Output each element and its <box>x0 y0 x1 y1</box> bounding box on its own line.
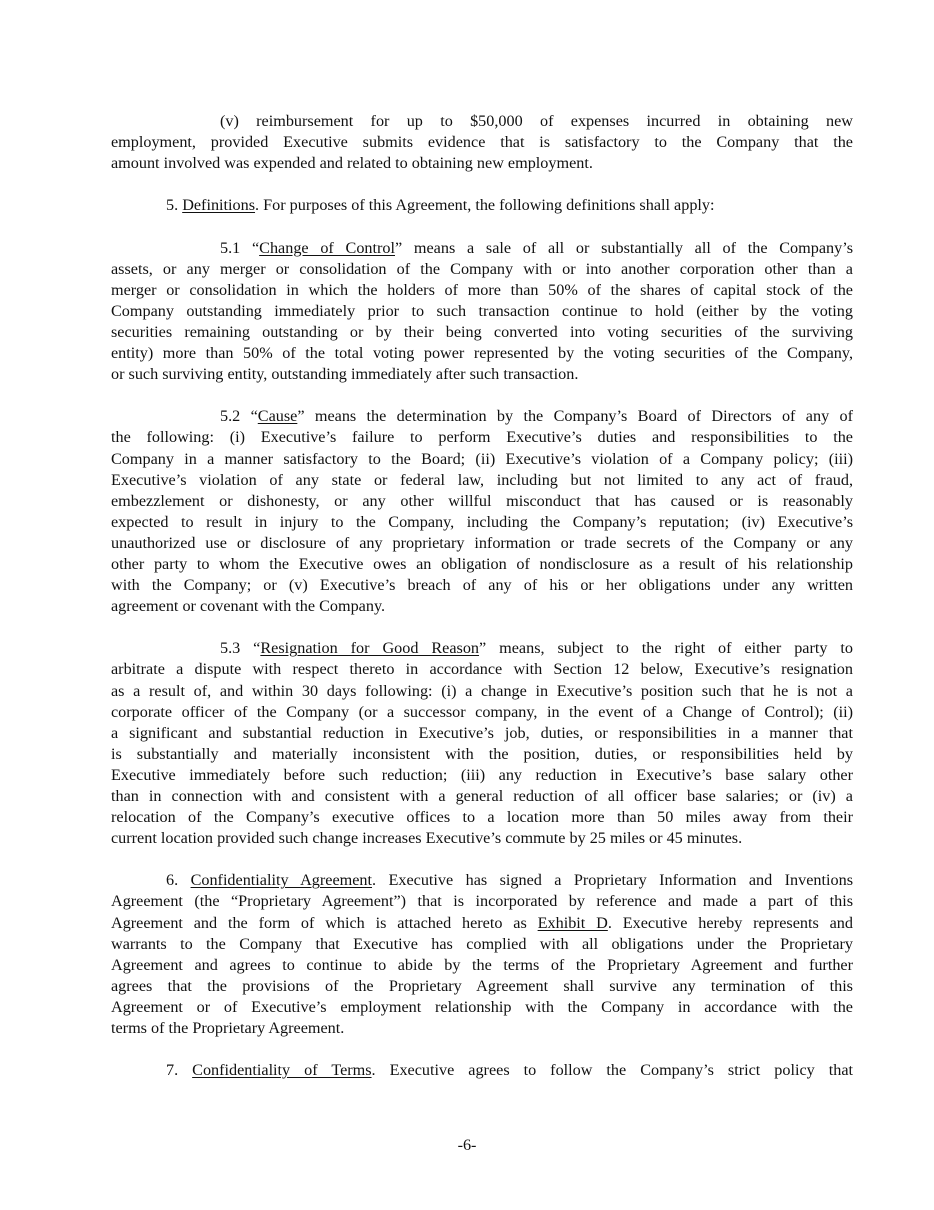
text-line <box>111 111 853 132</box>
text-segment: embezzlement or dishonesty, or any other willful misconduct that has caused or is reasonably <box>111 491 853 510</box>
text-line <box>111 195 853 216</box>
text-line <box>111 259 853 280</box>
text-segment: merger or consolidation in which the holders of more than 50% of the shares of capital stock of the <box>111 280 853 299</box>
text-segment: a significant and substantial reduction in Executive’s job, duties, or responsibilities in a manner that <box>111 723 853 742</box>
text-segment: securities remaining outstanding or by their being converted into voting securities of the surviving <box>111 322 853 341</box>
text-segment: 5.1 “ <box>220 238 260 257</box>
text-line <box>111 491 853 512</box>
underlined-term: Change of Control <box>259 238 395 257</box>
text-line <box>111 322 853 343</box>
text-segment: relocation of the Company’s executive offices to a location more than 50 miles away from their <box>111 808 853 827</box>
text-segment: expected to result in injury to the Company, including the Company’s reputation; (iv) Executive’s <box>111 512 853 531</box>
text-line <box>111 891 853 912</box>
text-segment: 7. <box>166 1061 193 1080</box>
text-line <box>111 934 853 955</box>
text-line <box>111 575 853 596</box>
text-segment: agrees that the provisions of the Proprietary Agreement shall survive any termination of this <box>111 976 853 995</box>
text-segment: Company in a manner satisfactory to the Board; (ii) Executive’s violation of a Company policy; (iii) <box>111 449 853 468</box>
text-segment: 6. <box>166 871 191 890</box>
text-line <box>111 955 853 976</box>
text-segment: Agreement and the form of which is attached hereto as <box>111 913 538 932</box>
text-line <box>111 913 853 934</box>
text-line <box>111 1018 853 1039</box>
text-segment: with the Company; or (v) Executive’s breach of any of his or her obligations under any written <box>111 576 853 595</box>
document-body <box>111 111 853 1081</box>
text-segment: is substantially and materially inconsistent with the position, duties, or responsibilities held by <box>111 744 853 763</box>
text-line <box>111 870 853 891</box>
text-line <box>111 280 853 301</box>
text-segment: Company outstanding immediately prior to such transaction continue to hold (either by the voting <box>111 301 853 320</box>
text-line <box>111 554 853 575</box>
text-segment: Agreement (the “Proprietary Agreement”) that is incorporated by reference and made a part of this <box>111 892 853 911</box>
text-segment: amount involved was expended and related to obtaining new employment. <box>111 154 593 173</box>
text-segment: entity) more than 50% of the total voting power represented by the voting securities of the Company, <box>111 344 853 363</box>
text-line <box>111 723 853 744</box>
text-segment: agreement or covenant with the Company. <box>111 597 386 616</box>
text-segment: corporate officer of the Company (or a successor company, in the event of a Change of Control); (ii) <box>111 702 853 721</box>
text-segment: . Executive hereby represents and <box>607 913 853 932</box>
text-segment: . For purposes of this Agreement, the following definitions shall apply: <box>255 196 715 215</box>
paragraph-spacer <box>111 174 853 195</box>
text-segment: other party to whom the Executive owes an obligation of nondisclosure as a result of his relationship <box>111 554 853 573</box>
paragraph <box>111 406 853 617</box>
text-line <box>111 132 853 153</box>
text-segment: current location provided such change increases Executive’s commute by 25 miles or 45 minutes. <box>111 829 743 848</box>
text-segment: employment, provided Executive submits evidence that is satisfactory to the Company that the <box>111 133 853 152</box>
paragraph <box>111 111 853 174</box>
text-line <box>111 533 853 554</box>
text-segment: the following: (i) Executive’s failure to perform Executive’s duties and responsibilities to the <box>111 428 853 447</box>
paragraph-spacer <box>111 1039 853 1060</box>
text-segment: ” means, subject to the right of either party to <box>479 639 854 658</box>
text-line <box>111 638 853 659</box>
paragraph-spacer <box>111 849 853 870</box>
text-line <box>111 596 853 617</box>
text-segment: Agreement or of Executive’s employment relationship with the Company in accordance with the <box>111 997 853 1016</box>
paragraph <box>111 195 853 216</box>
text-segment: 5.2 “ <box>220 407 258 426</box>
text-segment: ” means a sale of all or substantially all of the Company’s <box>395 238 853 257</box>
text-segment: terms of the Proprietary Agreement. <box>111 1019 345 1038</box>
text-line <box>111 976 853 997</box>
underlined-term: Resignation for Good Reason <box>260 639 480 658</box>
text-segment: warrants to the Company that Executive has complied with all obligations under the Proprietary <box>111 934 853 953</box>
text-segment: or such surviving entity, outstanding immediately after such transaction. <box>111 365 579 384</box>
text-segment: Executive’s violation of any state or federal law, including but not limited to any act of fraud, <box>111 470 853 489</box>
text-segment: Agreement and agrees to continue to abide by the terms of the Proprietary Agreement and further <box>111 955 853 974</box>
underlined-term: Definitions <box>182 196 256 215</box>
text-line <box>111 744 853 765</box>
underlined-term: Exhibit D <box>537 913 608 932</box>
text-line <box>111 238 853 259</box>
underlined-term: Confidentiality Agreement <box>190 871 373 890</box>
paragraph <box>111 638 853 849</box>
text-segment: (v) reimbursement for up to $50,000 of expenses incurred in obtaining new <box>220 112 853 130</box>
text-segment: Executive immediately before such reduction; (iii) any reduction in Executive’s base salary other <box>111 765 853 784</box>
text-segment: unauthorized use or disclosure of any proprietary information or trade secrets of the Company or any <box>111 533 853 552</box>
text-line <box>111 659 853 680</box>
text-line <box>111 765 853 786</box>
text-segment: 5. <box>166 196 183 215</box>
paragraph-spacer <box>111 385 853 406</box>
text-line <box>111 343 853 364</box>
text-line <box>111 449 853 470</box>
underlined-term: Confidentiality of Terms <box>192 1061 372 1080</box>
text-line <box>111 828 853 849</box>
page-number: -6- <box>457 1136 477 1154</box>
underlined-term: Cause <box>257 407 298 426</box>
text-segment: 5.3 “ <box>220 639 261 658</box>
text-line <box>111 470 853 491</box>
text-line <box>111 406 853 427</box>
text-line <box>111 301 853 322</box>
text-line <box>111 427 853 448</box>
text-line <box>111 681 853 702</box>
text-segment: . Executive has signed a Proprietary Information and Inventions <box>372 871 854 890</box>
text-line <box>111 786 853 807</box>
text-segment: as a result of, and within 30 days following: (i) a change in Executive’s position such that he is not a <box>111 681 853 700</box>
text-line <box>111 1060 853 1081</box>
text-segment: ” means the determination by the Company’s Board of Directors of any of <box>297 407 853 426</box>
text-line <box>111 512 853 533</box>
text-line <box>111 702 853 723</box>
text-line <box>111 997 853 1018</box>
paragraph <box>111 870 853 1039</box>
text-segment: than in connection with and consistent with a general reduction of all officer base salaries; or (iv) a <box>111 787 853 805</box>
text-line <box>111 153 853 174</box>
text-line <box>111 807 853 828</box>
paragraph-spacer <box>111 216 853 237</box>
text-segment: assets, or any merger or consolidation of the Company with or into another corporation other than a <box>111 259 853 278</box>
text-segment: . Executive agrees to follow the Company’s strict policy that <box>371 1061 853 1080</box>
paragraph <box>111 238 853 386</box>
paragraph-spacer <box>111 617 853 638</box>
text-line <box>111 364 853 385</box>
paragraph <box>111 1060 853 1081</box>
text-segment: arbitrate a dispute with respect thereto in accordance with Section 12 below, Executive’s resignation <box>111 660 853 679</box>
